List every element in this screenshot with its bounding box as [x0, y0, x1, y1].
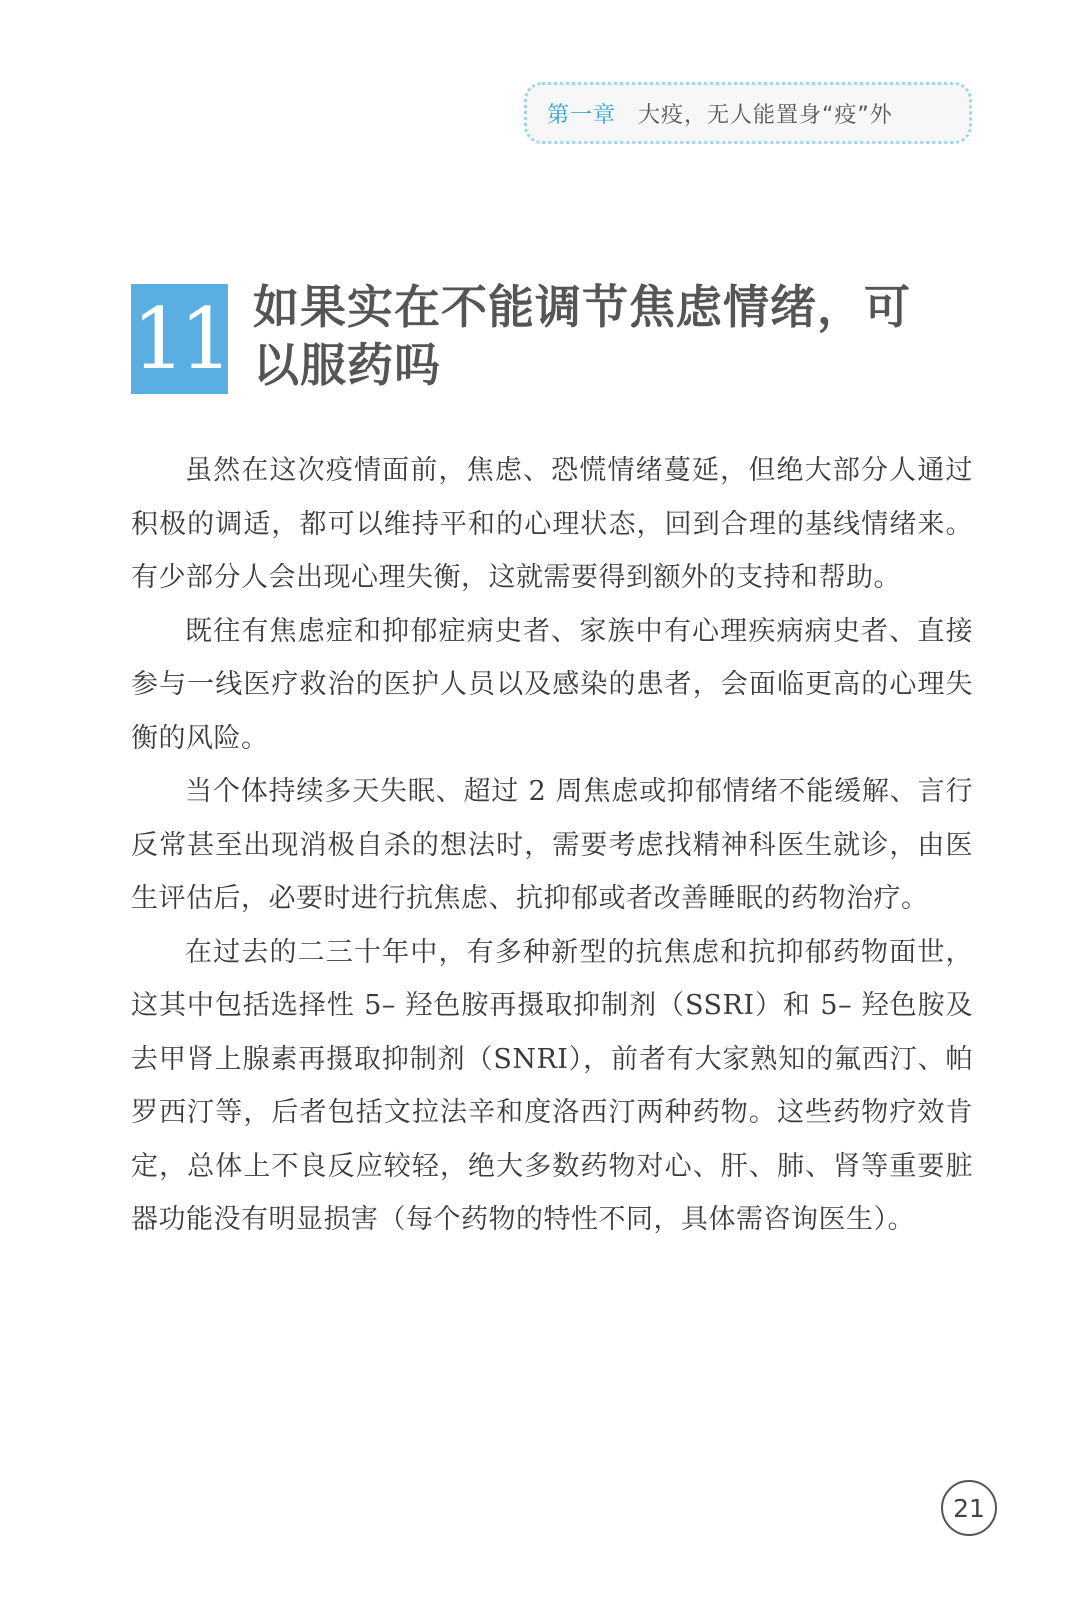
chapter-header-inner	[547, 98, 893, 129]
paragraph-2: 既往有焦虑症和抑郁症病史者、家族中有心理疾病病史者、直接参与一线医疗救治的医护人员以及感染的患者，会面临更高的心理失衡的风险。	[131, 615, 973, 754]
page-number: 21	[941, 1480, 997, 1536]
paragraph-1: 虽然在这次疫情面前，焦虑、恐慌情绪蔓延，但绝大部分人通过积极的调适，都可以维持平和的心理状态，回到合理的基线情绪来。有少部分人会出现心理失衡，这就需要得到额外的支持和帮助。	[131, 455, 973, 593]
chapter-header	[524, 82, 972, 144]
body-text	[131, 444, 973, 1247]
section-number-badge: 11	[131, 284, 228, 394]
chapter-label: 第一章	[547, 102, 617, 128]
paragraph-3: 当个体持续多天失眠、超过 2 周焦虑或抑郁情绪不能缓解、言行反常甚至出现消极自杀的想法时，需要考虑找精神科医生就诊，由医生评估后，必要时进行抗焦虑、抗抑郁或者改善睡眠的药物治疗。	[131, 776, 973, 914]
section-title: 如果实在不能调节焦虑情绪，可以服药吗	[253, 280, 911, 392]
chapter-title: 大疫，无人能置身“疫”外	[638, 102, 893, 128]
paragraph-4: 在过去的二三十年中，有多种新型的抗焦虑和抗抑郁药物面世，这其中包括选择性 5– 羟色胺再摄取抑制剂（SSRI）和 5– 羟色胺及去甲肾上腺素再摄取抑制剂（SNRI），前者有大家熟知的氟西汀、帕罗西汀等，后者包括文拉法辛和度洛西汀两种药物。这些药物疗效肯定，总体上不良反应较轻，绝大多数药物对心、肝、肺、肾等重要脏器功能没有明显损害（每个药物的特性不同，具体需咨询医生）。	[131, 936, 973, 1235]
